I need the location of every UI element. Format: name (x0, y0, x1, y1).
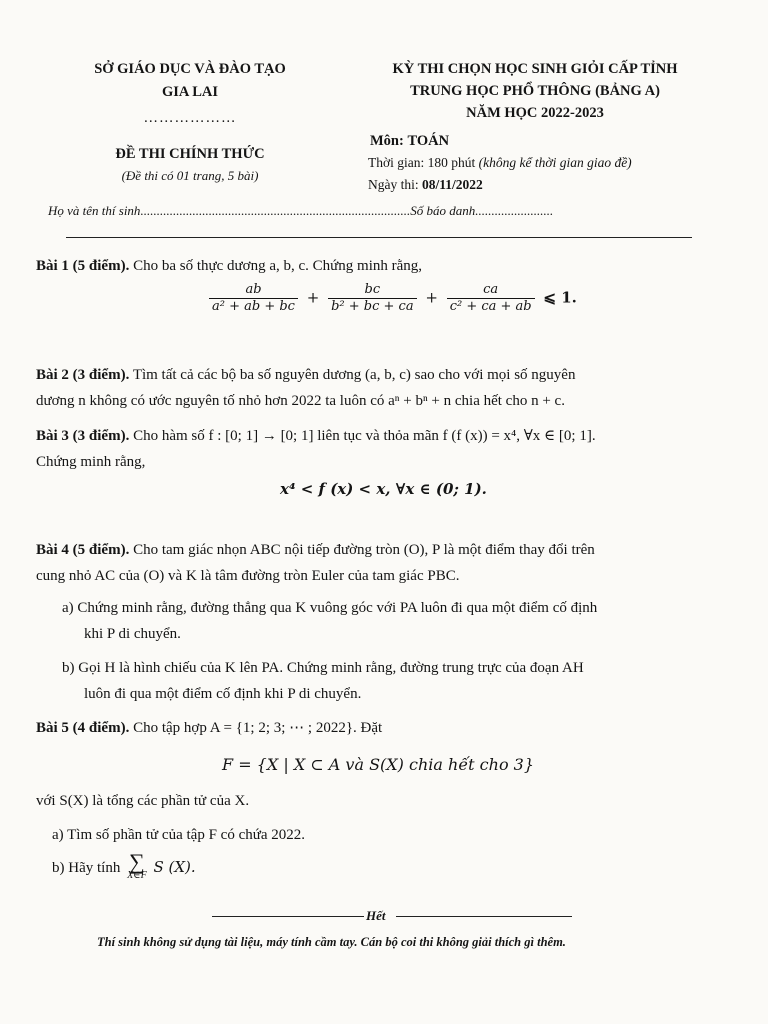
bai3-line1 (36, 423, 596, 449)
fraction-1: $\frac{ab}{\text{a² + ab + bc}}$ (209, 282, 298, 315)
bai3-formula: x⁴ < f (x) < x, ∀x ∈ (0; 1). (280, 480, 487, 498)
time-line (368, 152, 632, 174)
bai1-formula (205, 282, 577, 315)
bai1-intro (36, 253, 422, 279)
bai4-b-line2: luôn đi qua một điểm cố định khi P di chuyển. (84, 686, 362, 702)
end-rule-left (212, 916, 364, 917)
bai2-text1: Tìm tất cả các bộ ba số nguyên dương (a, b, c) sao cho với mọi số nguyên (132, 367, 576, 383)
date-value: 08/11/2022 (422, 177, 483, 192)
end-rule-right (396, 916, 572, 917)
bai1-text: Cho ba số thực dương a, b, c. Chứng minh rằng, (133, 258, 423, 274)
bai5-title: Bài 5 (4 điểm). (36, 720, 130, 736)
bai2-title: Bài 2 (3 điểm). (36, 367, 130, 383)
bai1-title: Bài 1 (5 điểm). (36, 258, 130, 274)
bai4-text1: Cho tam giác nhọn ABC nội tiếp đường tròn (O), P là một điểm thay đổi trên (133, 542, 595, 558)
fraction-3: $\frac{ca}{\text{c² + ca + ab}}$ (447, 282, 535, 315)
bai5-line1 (36, 715, 382, 741)
bai5-text1: Cho tập hợp A = {1; 2; 3; ⋯ ; 2022}. Đặt (133, 720, 383, 736)
bai1-rhs: ⩽ 1. (543, 288, 577, 307)
exam-level: TRUNG HỌC PHỔ THÔNG (BẢNG A) (410, 83, 660, 99)
candidate-line (48, 200, 553, 222)
header-divider (66, 237, 692, 238)
dots-line: ……………… (143, 110, 237, 126)
time-label: Thời gian: 180 phút (368, 155, 476, 170)
dept-name: SỞ GIÁO DỤC VÀ ĐÀO TẠO (94, 61, 286, 77)
header-right (345, 58, 725, 124)
official-label: ĐỀ THI CHÍNH THỨC (115, 146, 265, 162)
candidate-id-label: Số báo danh (410, 203, 476, 218)
plus-2: + (425, 288, 438, 307)
province-name: GIA LAI (161, 84, 218, 100)
bai4-b-line1: b) Gọi H là hình chiếu của K lên PA. Chứng minh rằng, đường trung trực của đoạn AH (62, 660, 584, 676)
school-year: NĂM HỌC 2022-2023 (466, 105, 604, 121)
pages-note: (Đề thi có 01 trang, 5 bài) (121, 168, 259, 183)
bai5-a: a) Tìm số phần tử của tập F có chứa 2022. (52, 827, 306, 843)
bai5-b-pre: b) Hãy tính (52, 860, 121, 876)
exam-title: KỲ THI CHỌN HỌC SINH GIỎI CẤP TỈNH (392, 61, 678, 77)
candidate-id-dots: ........................ (475, 203, 554, 218)
footer-note: Thí sinh không sử dụng tài liệu, máy tính cầm tay. Cán bộ coi thi không giải thích gì thêm. (97, 935, 566, 949)
plus-1: + (306, 288, 320, 307)
subject-line (370, 130, 449, 152)
sigma-glyph: ∑ (129, 848, 145, 874)
bai5-formula: F = {X | X ⊂ A và S(X) chia hết cho 3} (222, 755, 535, 774)
end-label: Hết (366, 908, 386, 923)
sigma-subscript: X∈F (127, 869, 147, 881)
bai3-line2: Chứng minh rằng, (36, 454, 146, 470)
sigma-symbol (127, 848, 147, 883)
date-line (368, 174, 483, 196)
bai5-line2: với S(X) là tổng các phần tử của X. (36, 793, 250, 809)
bai4-line1 (36, 537, 595, 563)
bai3-text1: Cho hàm số f : [0; 1] → [0; 1] liên tục và thỏa mãn f (f (x)) = x⁴, ∀x ∈ [0; 1]. (133, 428, 596, 444)
bai2-line1 (36, 362, 575, 388)
candidate-name-dots: ................................................................................... (140, 203, 411, 218)
bai4-a-line2: khi P di chuyển. (84, 626, 181, 642)
candidate-name-label: Họ và tên thí sinh (48, 203, 141, 218)
bai4-line2: cung nhỏ AC của (O) và K là tâm đường tròn Euler của tam giác PBC. (36, 568, 460, 584)
bai2-line2: dương n không có ước nguyên tố nhỏ hơn 2022 ta luôn có aⁿ + bⁿ + n chia hết cho n + c. (36, 393, 565, 409)
subject-value: TOÁN (407, 133, 450, 149)
time-note: (không kể thời gian giao đề) (478, 155, 632, 170)
bai5-b-post: S (X). (153, 858, 196, 876)
bai3-title: Bài 3 (3 điểm). (36, 428, 130, 444)
bai4-title: Bài 4 (5 điểm). (36, 542, 130, 558)
subject-label: Môn: (370, 133, 404, 149)
bai5-b (52, 848, 196, 883)
fraction-2: $\frac{bc}{\text{b² + bc + ca}}$ (328, 282, 416, 315)
bai4-a-line1: a) Chứng minh rằng, đường thẳng qua K vuông góc với PA luôn đi qua một điểm cố định (62, 600, 598, 616)
date-label: Ngày thi: (368, 177, 419, 192)
header-left (40, 58, 340, 187)
